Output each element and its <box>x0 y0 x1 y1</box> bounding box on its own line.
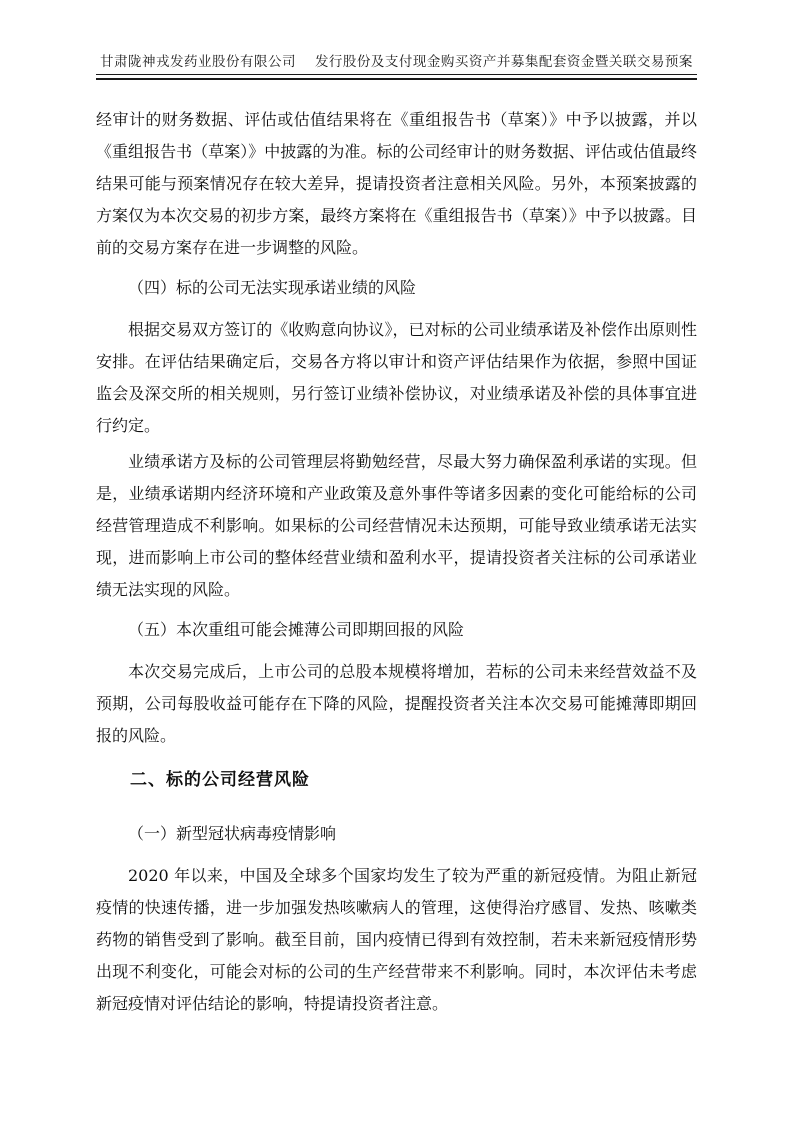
paragraph-acquisition-intent-agreement: 根据交易双方签订的《收购意向协议》，已对标的公司业绩承诺及补偿作出原则性安排。在评估结果确定后，交易各方将以审计和资产评估结果作为依据，参照中国证监会及深交所的相关规则，另行签订业绩补偿协议，对业绩承诺及补偿的具体事宜进行约定。 <box>96 320 697 435</box>
header-document-title: 发行股份及支付现金购买资产并募集配套资金暨关联交易预案 <box>314 54 693 70</box>
heading-section-1-covid-impact: （一）新型冠状病毒疫情影响 <box>128 824 337 843</box>
heading-chapter-2-target-company-operating-risk: 二、标的公司经营风险 <box>130 770 310 790</box>
header-company-name: 甘肃陇神戎发药业股份有限公司 <box>100 54 297 70</box>
paragraph-performance-commitment-management: 业绩承诺方及标的公司管理层将勤勉经营，尽最大努力确保盈利承诺的实现。但是，业绩承诺期内经济环境和产业政策及意外事件等诸多因素的变化可能给标的公司经营管理造成不利影响。如果标的公司经营情况未达预期，可能导致业绩承诺无法实现，进而影响上市公司的整体经营业绩和盈利水平，提请投资者关注标的公司承诺业绩无法实现的风险。 <box>96 452 697 599</box>
paragraph-covid-epidemic-impact: 2020 年以来，中国及全球多个国家均发生了较为严重的新冠疫情。为阻止新冠疫情的快速传播，进一步加强发热咳嗽病人的管理，这使得治疗感冒、发热、咳嗽类药物的销售受到了影响。截至目前，国内疫情已得到有效控制，若未来新冠疫情形势出现不利变化，可能会对标的公司的生产经营带来不利影响。同时，本次评估未考虑新冠疫情对评估结论的影响，特提请投资者注意。 <box>96 866 697 1013</box>
paragraph-audit-disclosure: 经审计的财务数据、评估或估值结果将在《重组报告书（草案）》中予以披露，并以《重组报告书（草案）》中披露的为准。标的公司经审计的财务数据、评估或估值最终结果可能与预案情况存在较大差异，提请投资者注意相关风险。另外，本预案披露的方案仅为本次交易的初步方案，最终方案将在《重组报告书（草案）》中予以披露。目前的交易方案存在进一步调整的风险。 <box>96 110 697 257</box>
heading-section-4-performance-commitment-risk: （四）标的公司无法实现承诺业绩的风险 <box>128 278 417 297</box>
document-body <box>96 104 697 1020</box>
header-divider <box>96 74 697 80</box>
page-header <box>96 0 697 71</box>
paragraph-share-capital-dilution: 本次交易完成后，上市公司的总股本规模将增加，若标的公司未来经营效益不及预期，公司每股收益可能存在下降的风险，提醒投资者关注本次交易可能摊薄即期回报的风险。 <box>96 662 697 745</box>
heading-section-5-dilution-risk: （五）本次重组可能会摊薄公司即期回报的风险 <box>128 620 465 639</box>
